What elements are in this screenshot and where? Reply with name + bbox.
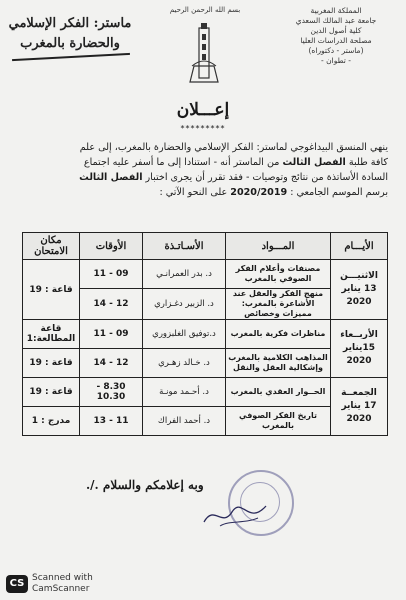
day-name: الاثنيـــن bbox=[340, 271, 378, 281]
day-cell bbox=[331, 260, 388, 320]
professor-text: د. الزبير دغـزاري bbox=[154, 299, 214, 309]
professor-cell bbox=[143, 407, 226, 436]
professor-text: د. أحمد الفراك bbox=[157, 416, 211, 426]
academic-year: 2020/2019 bbox=[230, 187, 288, 198]
time-cell bbox=[80, 378, 143, 407]
time-text: 8.30 - 10.30 bbox=[96, 382, 126, 402]
header-line: كلية أصول الدين bbox=[310, 26, 362, 35]
room-text: قاعة : 19 bbox=[29, 284, 73, 295]
header-line: المملكة المغربية bbox=[310, 6, 362, 15]
room-text: قاعة : 19 bbox=[29, 387, 73, 397]
subject-text: مناظرات فكرية بالمغرب bbox=[230, 329, 326, 338]
professor-cell bbox=[143, 289, 226, 320]
table-header-row bbox=[23, 233, 388, 260]
table-row bbox=[23, 378, 388, 407]
university-logo-icon bbox=[188, 22, 220, 84]
page-title: إعـــلان bbox=[176, 100, 230, 120]
intro-paragraph bbox=[16, 140, 388, 200]
scanner-line: CamScanner bbox=[32, 584, 90, 594]
time-cell bbox=[80, 407, 143, 436]
intro-text: كافة طلبة bbox=[345, 157, 388, 168]
professor-text: د.توفيق الغلبزوري bbox=[152, 329, 216, 339]
room-cell bbox=[23, 349, 80, 378]
subject-cell bbox=[226, 407, 331, 436]
subject-text: المذاهب الكلامية بالمغرب وإشكالية العقل والنقل bbox=[228, 353, 328, 372]
header-professor: الأسـاتـذة bbox=[143, 233, 226, 260]
basmala: بسم الله الرحمن الرحيم bbox=[169, 6, 241, 14]
professor-text: د. أحـمد مونـة bbox=[159, 387, 209, 397]
time-cell bbox=[80, 349, 143, 378]
time-cell bbox=[80, 289, 143, 320]
institution-header bbox=[276, 6, 396, 66]
subject-cell bbox=[226, 349, 331, 378]
header-time: الأوقات bbox=[80, 233, 143, 260]
time-text: 12 - 14 bbox=[93, 299, 129, 309]
professor-text: د. بدر العمرانـي bbox=[156, 269, 212, 279]
room-cell bbox=[23, 320, 80, 349]
header-room: مكان الامتحان bbox=[23, 233, 80, 260]
scanner-line: Scanned with bbox=[32, 573, 93, 583]
time-text: 11 - 13 bbox=[93, 416, 129, 426]
subject-cell bbox=[226, 289, 331, 320]
room-cell bbox=[23, 260, 80, 320]
camscanner-logo-icon: CS bbox=[6, 575, 28, 593]
intro-emphasis: الفصل الثالث bbox=[79, 172, 143, 183]
room-text: قاعة المطالعة:1 bbox=[26, 324, 76, 344]
time-text: 12 - 14 bbox=[93, 358, 129, 368]
day-date: 15يناير 2020 bbox=[343, 343, 375, 366]
time-text: 09 - 11 bbox=[93, 269, 129, 279]
header-line: (ماستر - دكتوراه) bbox=[308, 46, 364, 55]
program-line: والحضارة بالمغرب bbox=[20, 36, 120, 51]
time-cell bbox=[80, 320, 143, 349]
room-cell bbox=[23, 407, 80, 436]
title-stars: ********* bbox=[180, 124, 226, 133]
professor-cell bbox=[143, 349, 226, 378]
intro-emphasis: الفصل الثالث bbox=[282, 157, 346, 168]
intro-text: ينهي المنسق البيداغوجي لماستر: الفكر الإسلامي والحضارة بالمغرب، إلى علم bbox=[79, 142, 388, 153]
intro-text: على النحو الآتي : bbox=[159, 187, 231, 198]
table-row bbox=[23, 260, 388, 289]
subject-text: الحــوار العقدي بالمغرب bbox=[230, 387, 326, 396]
subject-text: تاريخ الفكر الصوفي بالمغرب bbox=[238, 411, 318, 430]
program-line: ماستر: الفكر الإسلامي bbox=[8, 16, 132, 31]
intro-line bbox=[16, 155, 388, 170]
header-line: - تطوان - bbox=[321, 56, 351, 65]
day-name: الأربــعاء bbox=[340, 330, 378, 340]
subject-text: مصنفات وأعلام الفكر الصوفي بالمغرب bbox=[235, 264, 321, 283]
intro-line bbox=[16, 170, 388, 185]
exam-schedule-table bbox=[22, 232, 388, 436]
closing-remark: وبه إعلامكم والسلام ./. bbox=[86, 478, 204, 492]
day-date: 17 يناير 2020 bbox=[341, 401, 377, 424]
signature-icon bbox=[200, 500, 270, 530]
master-program-handwritten bbox=[6, 14, 134, 54]
professor-text: د. خـالد زهـري bbox=[158, 358, 210, 368]
time-cell bbox=[80, 260, 143, 289]
camscanner-watermark bbox=[32, 573, 93, 595]
header-subject: المـــواد bbox=[226, 233, 331, 260]
subject-text: منهج الفكر والعقل عند الأشاعرة بالمغرب: مميزات وخصائص bbox=[232, 289, 324, 318]
professor-cell bbox=[143, 378, 226, 407]
intro-line bbox=[16, 185, 388, 200]
header-line: مصلحة الدراسات العليا bbox=[300, 36, 372, 45]
day-cell bbox=[331, 378, 388, 436]
time-text: 09 - 11 bbox=[93, 329, 129, 339]
header-line: جامعة عبد المالك السعدي bbox=[295, 16, 377, 25]
header-day: الأيـــام bbox=[331, 233, 388, 260]
day-date: 13 يناير 2020 bbox=[341, 284, 377, 307]
day-name: الجمعــة bbox=[341, 388, 377, 398]
room-text: مدرج : 1 bbox=[31, 416, 71, 426]
intro-line bbox=[16, 140, 388, 155]
subject-cell bbox=[226, 320, 331, 349]
professor-cell bbox=[143, 320, 226, 349]
professor-cell bbox=[143, 260, 226, 289]
room-cell bbox=[23, 378, 80, 407]
subject-cell bbox=[226, 260, 331, 289]
subject-cell bbox=[226, 378, 331, 407]
handwritten-underline bbox=[12, 53, 130, 61]
day-cell bbox=[331, 320, 388, 378]
room-text: قاعة : 19 bbox=[29, 358, 73, 368]
intro-text: برسم الموسم الجامعي : bbox=[287, 187, 388, 198]
table-row bbox=[23, 320, 388, 349]
intro-text: من الماستر أنه - استنادا إلى ما أسفر عليه اجتماع bbox=[83, 157, 283, 168]
intro-text: السادة الأساتذة من نتائج وتوصيات - فقد تقرر أن يجرى اختبار bbox=[142, 172, 388, 183]
